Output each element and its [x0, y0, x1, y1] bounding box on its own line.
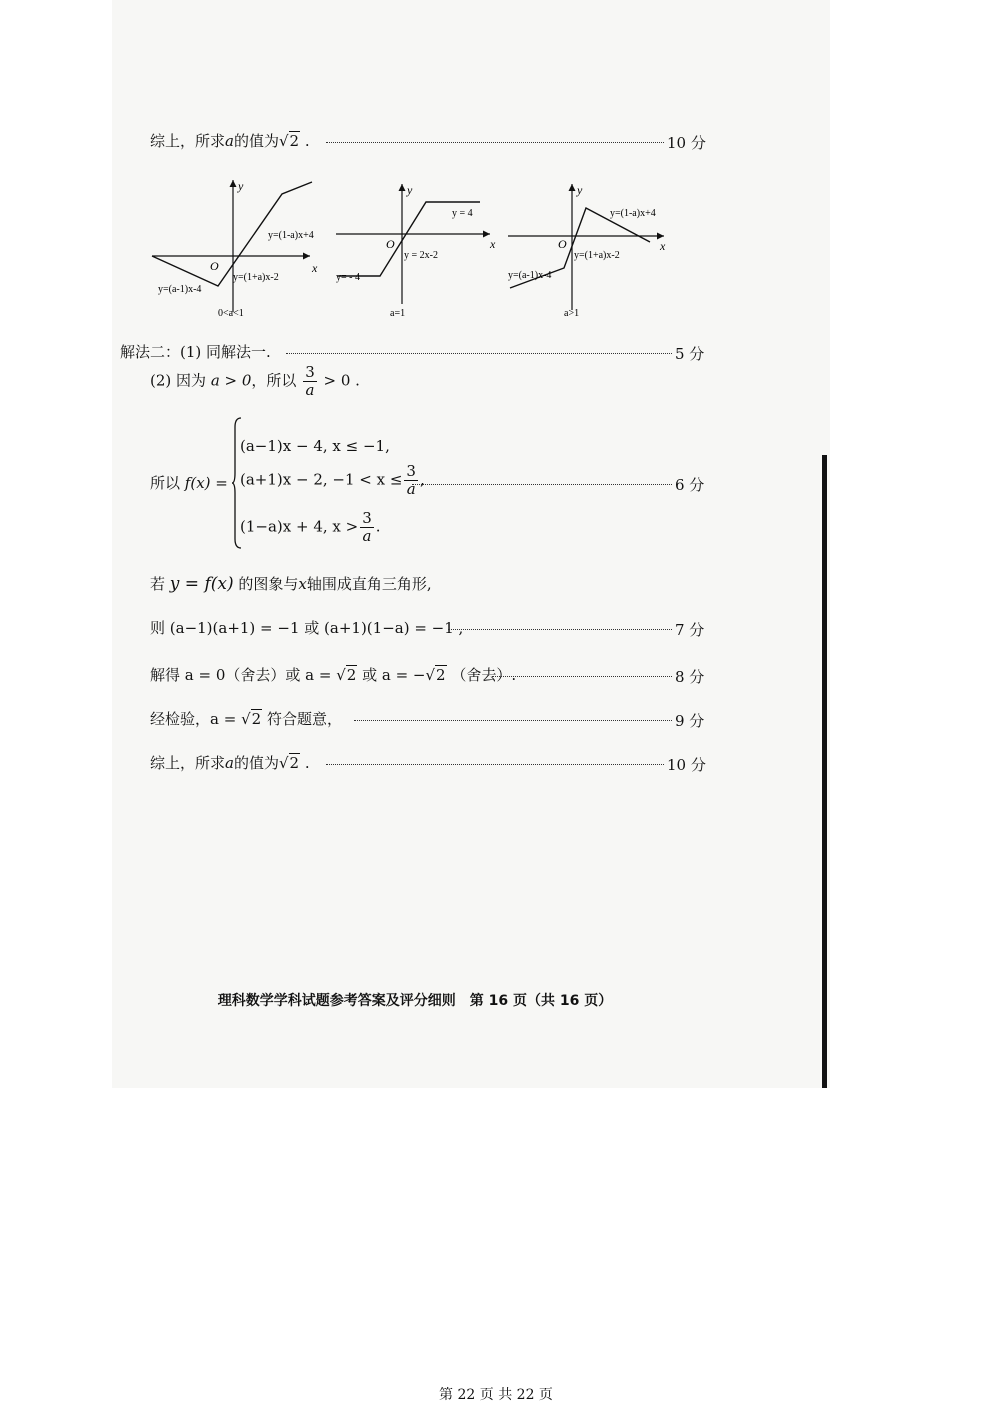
score-label: 5 分: [675, 345, 705, 363]
graph-case-1: [152, 179, 318, 319]
case-2: (a+1)x − 2, −1 < x ≤ $\frac{3}{a}$ ,: [240, 462, 425, 498]
case-graphs: [140, 172, 700, 322]
score-label: 9 分: [675, 712, 705, 730]
scanned-page: [112, 0, 830, 1088]
dot-leader: [326, 142, 664, 143]
origin-label: O: [558, 237, 567, 251]
case-3: (1−a)x + 4, x > $\frac{3}{a}$ .: [240, 509, 381, 545]
x-axis-label: x: [660, 239, 666, 253]
score-label: 10 分: [667, 756, 706, 774]
line-label: y = 4: [452, 208, 473, 219]
sqrt-symbol: √2: [278, 132, 300, 150]
fraction: $\frac{3}{a}$: [406, 462, 416, 498]
graph-caption: a>1: [564, 308, 580, 319]
condition-line: 若 y = f(x) 的图象与x轴围成直角三角形,: [150, 574, 432, 594]
piecewise-label: 所以 f(x) =: [150, 474, 228, 492]
score-label: 7 分: [675, 621, 705, 639]
graph-caption: 0<a<1: [218, 308, 244, 319]
fraction: $\frac{3}{a}$: [305, 363, 315, 399]
y-axis-label: y: [577, 183, 583, 197]
score-label: 6 分: [675, 476, 705, 494]
verification-line: 经检验，a = √2 符合题意，: [150, 710, 342, 728]
equation-line: 则 (a−1)(a+1) = −1 或 (a+1)(1−a) = −1 ,: [150, 619, 464, 637]
sqrt-symbol: √2: [425, 666, 446, 684]
graph-case-3: [508, 183, 666, 319]
method2-intro: 解法二：(1) 同解法一.: [120, 343, 271, 361]
page-footer: 理科数学学科试题参考答案及评分细则 第 16 页（共 16 页）: [217, 993, 613, 1009]
origin-label: O: [386, 237, 395, 251]
origin-label: O: [210, 259, 219, 273]
line-label: y= - 4: [336, 272, 360, 283]
final-summary: 综上，所求a的值为√2 .: [150, 754, 310, 772]
score-label: 10 分: [667, 134, 706, 152]
case-1: (a−1)x − 4, x ≤ −1,: [240, 437, 390, 455]
score-label: 8 分: [675, 668, 705, 686]
line-label: y=(1+a)x-2: [574, 250, 620, 261]
dot-leader: [354, 720, 672, 721]
dot-leader: [286, 353, 672, 354]
solution-line: 解得 a = 0（舍去）或 a = √2 或 a = −√2 （舍去）.: [150, 666, 517, 684]
line-label: y=(1-a)x+4: [268, 230, 314, 241]
sqrt-symbol: √2: [336, 666, 357, 684]
y-axis-label: y: [238, 179, 244, 193]
top-summary: 综上，所求a的值为√2 .: [150, 132, 310, 150]
dot-leader: [412, 484, 672, 485]
y-axis-label: y: [407, 183, 413, 197]
line-label: y=(a-1)x-4: [158, 284, 202, 295]
step2-line: (2) 因为 a > 0，所以 $\frac{3}{a}$ > 0 .: [150, 363, 360, 399]
sqrt-symbol: √2: [241, 710, 262, 728]
graph-caption: a=1: [390, 308, 406, 319]
sqrt-symbol: √2: [278, 754, 300, 772]
line-label: y=(1-a)x+4: [610, 208, 656, 219]
x-axis-label: x: [312, 261, 318, 275]
dot-leader: [326, 764, 664, 765]
dot-leader: [448, 629, 672, 630]
line-label: y = 2x-2: [404, 250, 438, 261]
line-label: y=(1+a)x-2: [233, 272, 279, 283]
x-axis-label: x: [490, 237, 496, 251]
line-label: y=(a-1)x-4: [508, 270, 552, 281]
fraction: $\frac{3}{a}$: [362, 509, 372, 545]
graph-case-2: [336, 183, 496, 319]
page-number: 第 22 页 共 22 页: [439, 1387, 553, 1403]
dot-leader: [492, 676, 672, 677]
